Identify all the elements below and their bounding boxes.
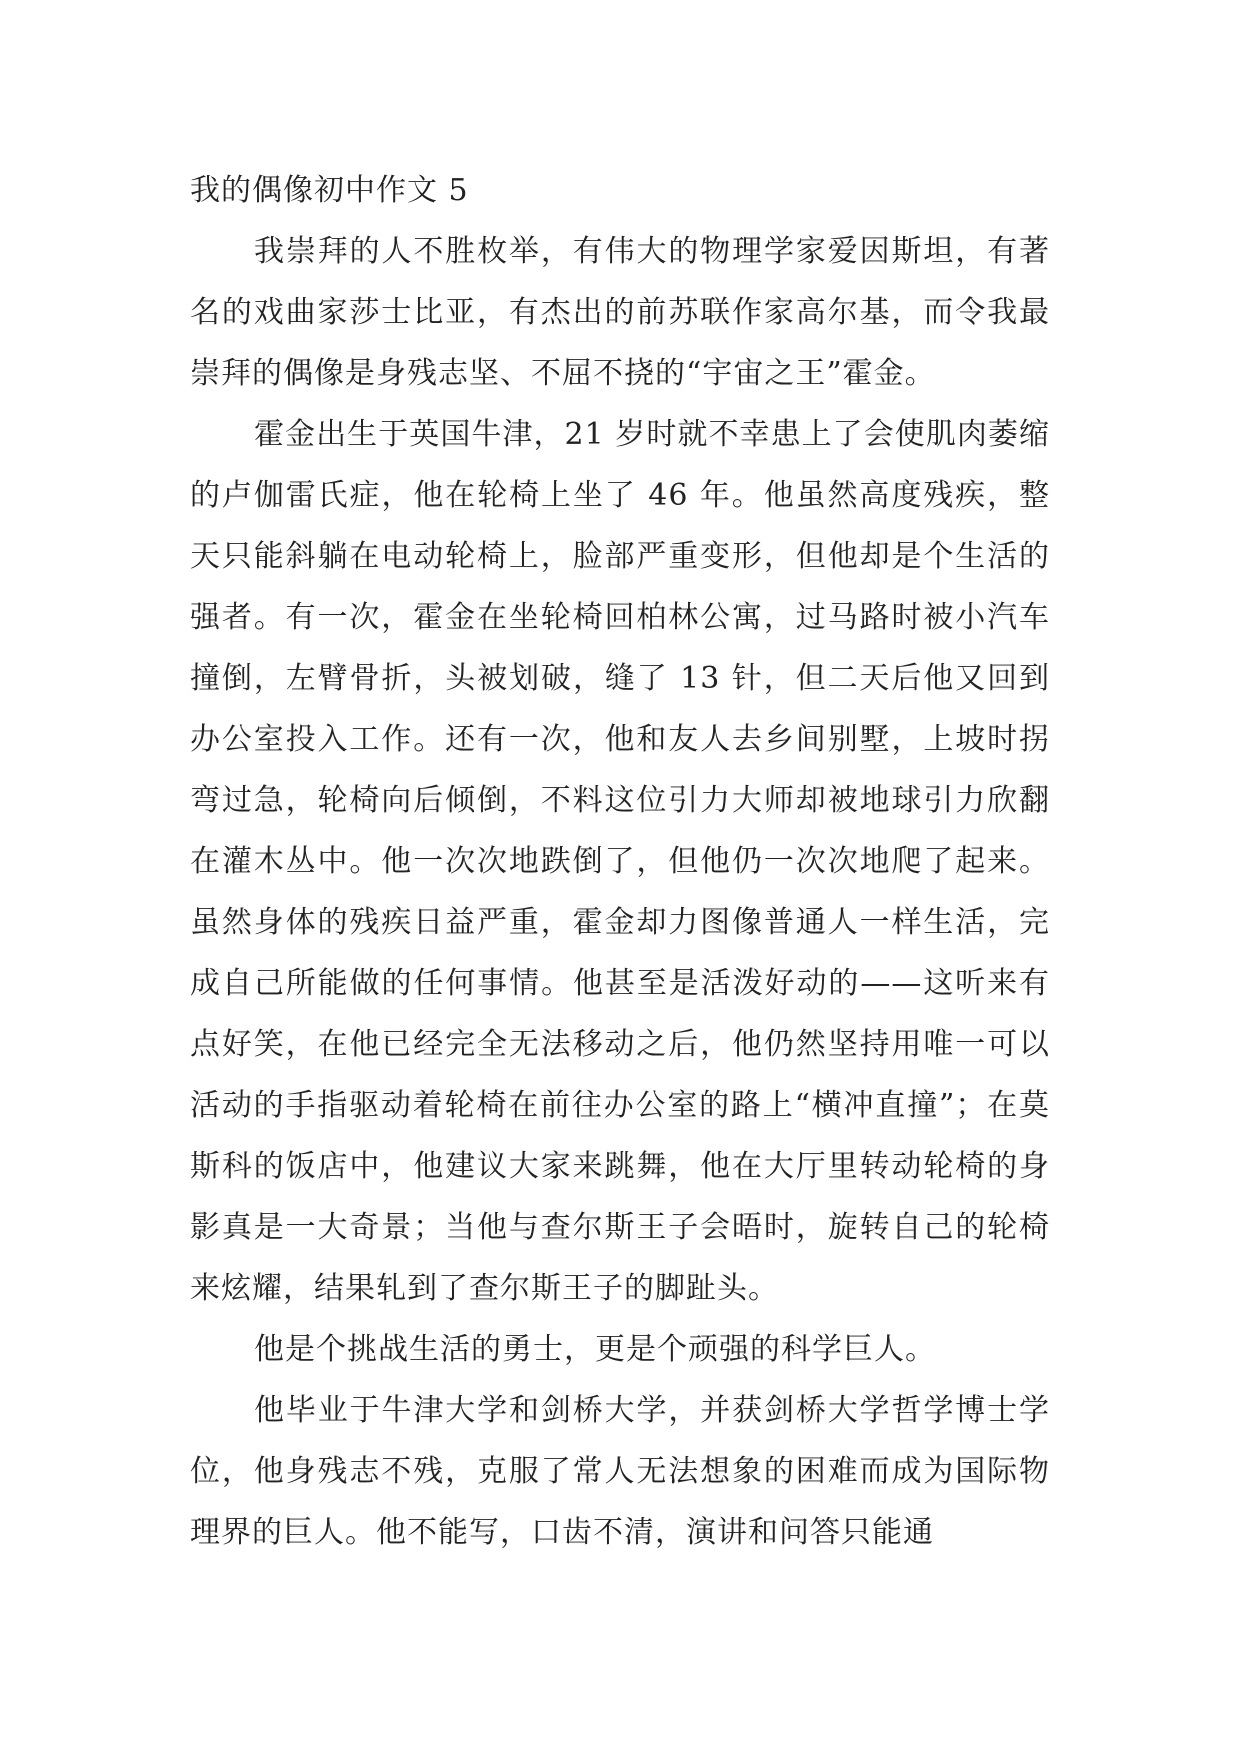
document-title: 我的偶像初中作文 5 xyxy=(190,173,469,208)
document-body xyxy=(190,160,1050,1563)
paragraph-idols: 我崇拜的人不胜枚举，有伟大的物理学家爱因斯坦，有著名的戏曲家莎士比亚，有杰出的前苏联作家高尔基，而令我最崇拜的偶像是身残志坚、不屈不挠的“宇宙之王”霍金。 xyxy=(190,234,1050,391)
paragraph-hawking-life: 霍金出生于英国牛津，21 岁时就不幸患上了会使肌肉萎缩的卢伽雷氏症，他在轮椅上坐了 46 年。他虽然高度残疾，整天只能斜躺在电动轮椅上，脸部严重变形，但他却是个生活的强者。有一次，霍金在坐轮椅回柏林公寓，过马路时被小汽车撞倒，左臂骨折，头被划破，缝了 13 针，但二天后他又回到办公室投入工作。还有一次，他和友人去乡间别墅，上坡时拐弯过急，轮椅向后倾倒，不料这位引力大师却被地球引力欣翻在灌木丛中。他一次次地跌倒了，但他仍一次次地爬了起来。虽然身体的残疾日益严重，霍金却力图像普通人一样生活，完成自己所能做的任何事情。他甚至是活泼好动的——这听来有点好笑，在他已经完全无法移动之后，他仍然坚持用唯一可以活动的手指驱动着轮椅在前往办公室的路上“横冲直撞”；在莫斯科的饭店中，他建议大家来跳舞，他在大厅里转动轮椅的身影真是一大奇景；当他与查尔斯王子会晤时，旋转自己的轮椅来炫耀，结果轧到了查尔斯王子的脚趾头。 xyxy=(190,417,1050,1306)
paragraph-warrior: 他是个挑战生活的勇士，更是个顽强的科学巨人。 xyxy=(254,1332,936,1367)
paragraph-education: 他毕业于牛津大学和剑桥大学，并获剑桥大学哲学博士学位，他身残志不残，克服了常人无法想象的困难而成为国际物理界的巨人。他不能写，口齿不清，演讲和问答只能通 xyxy=(190,1393,1050,1550)
